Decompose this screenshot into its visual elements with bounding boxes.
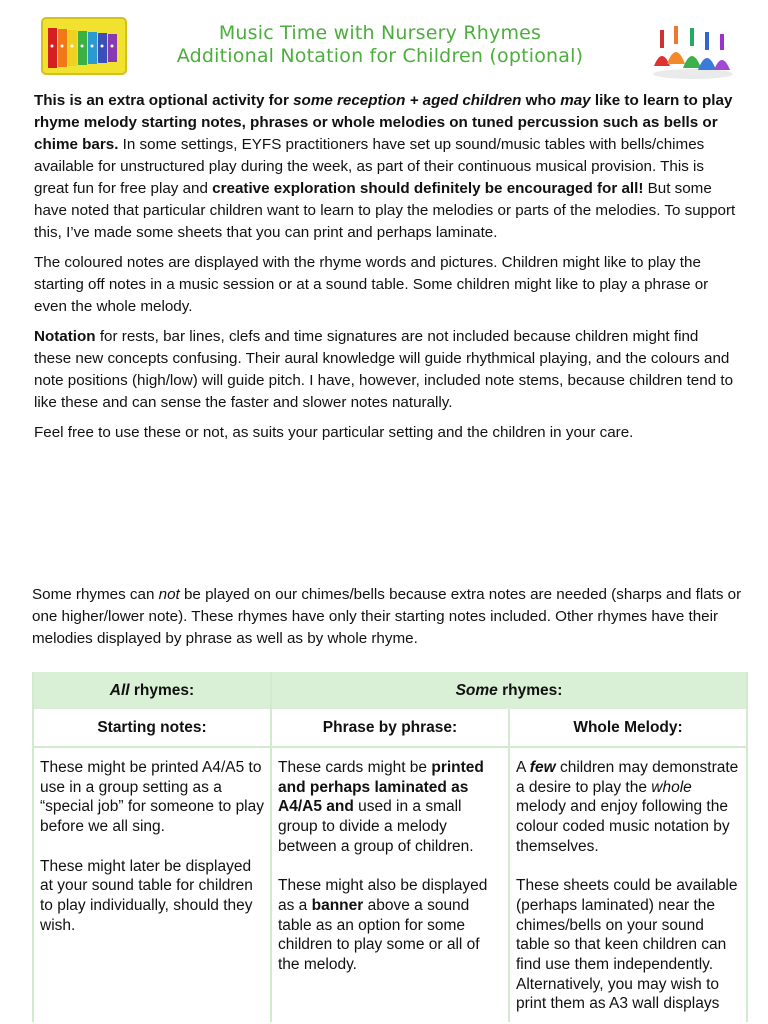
intro-paragraph-3: Notation for rests, bar lines, clefs and time signatures are not included because children might find these new concepts confusing. Their aural knowledge will guide rhythmical playing, and the colours and note positions (high/low) will guide pitch. I have, however, included note stems, because children tend to like these and can sense the faster and slower notes naturally. [34,328,734,411]
intro-paragraph-2: The coloured notes are displayed with the rhyme words and pictures. Children might like to play the starting off notes in a music session or at a sound table. Some children might like to play a phrase or even the whole melody. [34,254,709,315]
intro-paragraph-1: This is an extra optional activity for some reception + aged children who may like to learn to play rhyme melody starting notes, phrases or whole melodies on tuned percussion such as bells or chime bars. In some settings, EYFS practitioners have set up sound/music tables with bells/chimes available for unstructured play during the week, as part of their continuous musical provision. This is great fun for free play and creative exploration should definitely be encouraged for all! But some have noted that particular children want to learn to play the melodies or parts of the melodies. To support this, I’ve made some sheets that you can print and perhaps laminate. [34,92,736,241]
page-header [0,0,768,90]
column-header-phrase-by-phrase: Phrase by phrase: [271,709,509,747]
starting-notes-cell: These might be printed A4/A5 to use in a group setting as a “special job” for someone to play before we all sing. These might later be displayed at your sound table for children to play individually, should they wish. [33,747,271,1022]
column-header-starting-notes: Starting notes: [33,709,271,747]
intro-text [34,90,738,452]
group-header-some-rhymes: Some rhymes: [271,672,747,709]
page-subtitle: Additional Notation for Children (optional) [176,45,584,67]
column-header-whole-melody: Whole Melody: [509,709,747,747]
handbells-icon [650,24,736,80]
whole-melody-cell: A few children may demonstrate a desire to play the whole melody and enjoy following the colour coded music notation by themselves. These sheets could be available (perhaps laminated) near the chimes/bells on your sound table so that keen children can find use them independently. Alternatively, you may wish to print them as A3 wall displays [509,747,747,1022]
intro-paragraph-4: Feel free to use these or not, as suits your particular setting and the children in your care. [34,424,634,441]
rhymes-note: Some rhymes can not be played on our chimes/bells because extra notes are needed (sharps and flats or one higher/lower note). These rhymes have only their starting notes included. Other rhymes have their melodies displayed by phrase as well as by whole rhyme. [32,586,742,647]
xylophone-icon [40,14,128,76]
group-header-all-rhymes: All rhymes: [33,672,271,709]
page-title: Music Time with Nursery Rhymes [218,22,542,44]
phrase-by-phrase-cell: These cards might be printed and perhaps laminated as A4/A5 and used in a small group to divide a melody between a group of children. These might also be displayed as a banner above a sound table as an option for some children to play some or all of the melody. [271,747,509,1022]
notation-options-table [32,672,748,1022]
